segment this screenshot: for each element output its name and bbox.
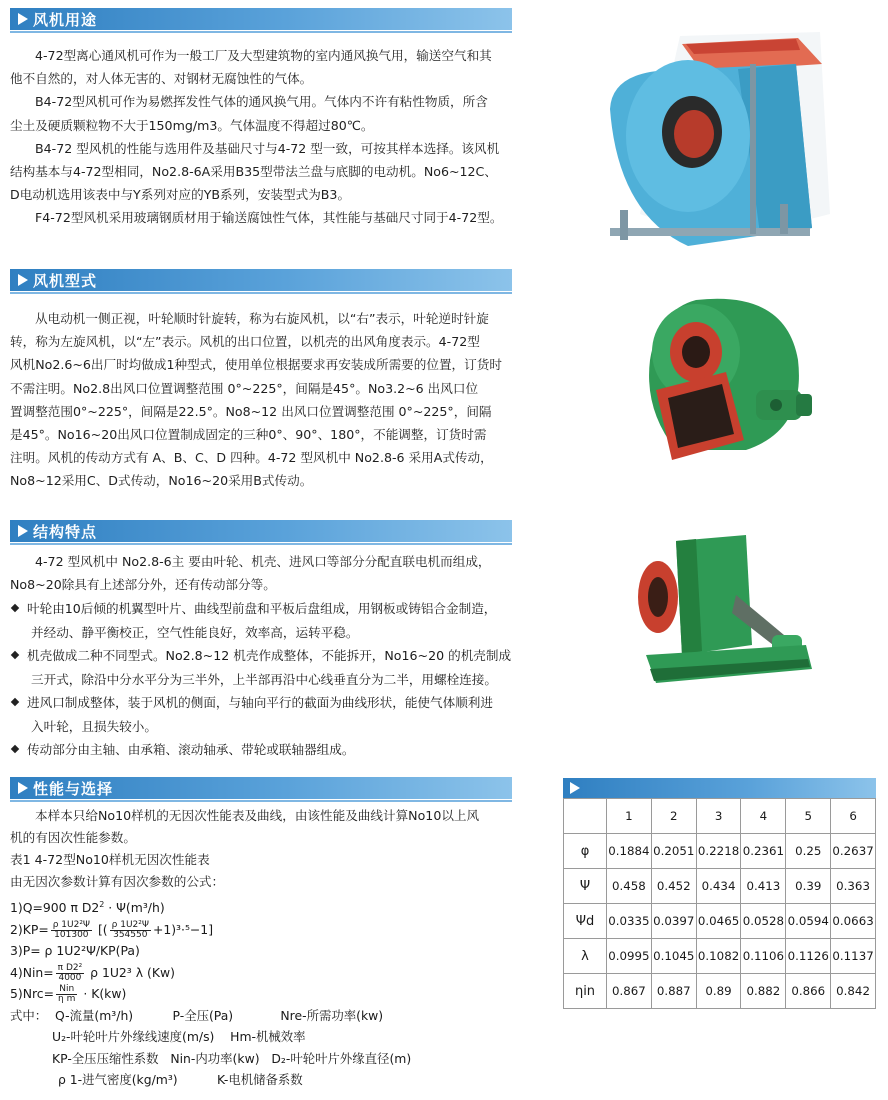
column-header: 3 — [696, 799, 741, 834]
table-cell: 0.882 — [741, 974, 786, 1009]
table-cell: 0.0335 — [607, 904, 652, 939]
table-cell: 0.1884 — [607, 834, 652, 869]
text-line: 4-72型离心通风机可作为一般工厂及大型建筑物的室内通风换气用，输送空气和其 — [35, 48, 492, 63]
formulas — [10, 894, 550, 1091]
arrow-right-icon — [18, 525, 28, 537]
formula-2: 2)KP= $\frac{\text{ρ 1U2²Ψ}}{101300}$ [( $\frac{\text{ρ 1U2²Ψ}}{354550}$ +1)³·⁵−1] — [10, 919, 214, 940]
column-header: 6 — [831, 799, 876, 834]
diamond-bullet-icon — [11, 745, 19, 753]
fan-photo-blue — [600, 14, 850, 254]
table-cell: 0.2051 — [651, 834, 696, 869]
table-cell: 0.363 — [831, 869, 876, 904]
arrow-right-icon — [570, 782, 580, 794]
legend-line: U₂-叶轮叶片外缘线速度(m/s) Hm-机械效率 — [52, 1029, 306, 1045]
row-label: λ — [564, 939, 607, 974]
table-cell: 0.866 — [786, 974, 831, 1009]
section-title: 风机型式 — [33, 272, 98, 290]
type-text — [10, 307, 515, 493]
section-title: 结构特点 — [33, 523, 98, 541]
table-row — [564, 939, 876, 974]
table-row — [564, 834, 876, 869]
text-line: F4-72型风机采用玻璃钢质材用于输送腐蚀性气体，其性能与基础尺寸同于4-72型。 — [35, 210, 503, 226]
table-header-bar — [563, 778, 876, 798]
text-line: No8~20除具有上述部分外，还有传动部分等。 — [10, 577, 276, 593]
diamond-bullet-icon — [11, 604, 19, 612]
table-cell: 0.2637 — [831, 834, 876, 869]
text-line: 传动部分由主轴、由承箱、滚动轴承、带轮或联轴器组成。 — [27, 742, 355, 757]
table-cell: 0.887 — [651, 974, 696, 1009]
section-header-performance — [10, 777, 512, 799]
table-header-row — [564, 799, 876, 834]
table-cell: 0.25 — [786, 834, 831, 869]
diamond-bullet-icon — [11, 698, 19, 706]
table-cell: 0.413 — [741, 869, 786, 904]
text-line: 本样本只给No10样机的无因次性能表及曲线，由该性能及曲线计算No10以上风 — [35, 808, 480, 823]
text-line: 结构基本与4-72型相同，No2.8-6A采用B35型带法兰盘与底脚的电动机。No6~12C、 — [10, 164, 497, 180]
text-line: No8~12采用C、D式传动，No16~20采用B式传动。 — [10, 473, 313, 489]
text-line: 三开式，除沿中分水平分为三半外，上半部再沿中心线垂直分为二半，用螺栓连接。 — [31, 671, 497, 687]
section-header-structure — [10, 520, 512, 542]
text-line: D电动机选用该表中与Y系列对应的YB系列，安装型式为B3。 — [10, 187, 351, 203]
row-label: ηin — [564, 974, 607, 1009]
text-line: 置调整范围0°~225°，间隔是22.5°。No8~12 出风口位置调整范围 0°~225°，间隔 — [10, 403, 492, 419]
text-line: 叶轮由10后倾的机翼型叶片、曲线型前盘和平板后盘组成，用钢板或铸铝合金制造， — [27, 601, 497, 616]
text-line: B4-72 型风机的性能与选用件及基础尺寸与4-72 型一致，可按其样本选择。该风机 — [35, 140, 500, 156]
table-cell: 0.452 — [651, 869, 696, 904]
text-line: 机壳做成二种不同型式。No2.8~12 机壳作成整体，不能拆开，No16~20 的机壳制成 — [27, 648, 512, 663]
diamond-bullet-icon — [11, 651, 19, 659]
table-cell: 0.1082 — [696, 939, 741, 974]
arrow-right-icon — [18, 13, 28, 25]
text-line: 4-72 型风机中 No2.8-6主 要由叶轮、机壳、进风口等部分分配直联电机而组成， — [35, 554, 491, 569]
dimensionless-table — [563, 798, 876, 1009]
section-title: 性能与选择 — [33, 780, 114, 798]
table-cell: 0.2361 — [741, 834, 786, 869]
formula-5: 5)Nrc= $\frac{\text{Nin}}{\text{η m}}$ · K(kw) — [10, 984, 127, 1005]
text-line: 并经动、静平衡校正，空气性能良好，效率高，运转平稳。 — [31, 624, 359, 640]
usage-text — [10, 44, 515, 230]
text-line: 从电动机一侧正视，叶轮顺时针旋转，称为右旋风机，以“右”表示，叶轮逆时针旋 — [35, 311, 489, 326]
legend-line: ρ 1-进气密度(kg/m³) K-电机储备系数 — [58, 1072, 303, 1088]
text-line: 机的有因次性能参数。 — [10, 830, 136, 845]
table-cell: 0.867 — [607, 974, 652, 1009]
section-title: 风机用途 — [33, 11, 98, 29]
text-line: 注明。风机的传动方式有 A、B、C、D 四种。4-72 型风机中 No2.8-6 采用A式传动， — [10, 450, 493, 466]
table-cell: 0.1126 — [786, 939, 831, 974]
structure-bullets — [10, 597, 518, 762]
table-cell: 0.1137 — [831, 939, 876, 974]
legend-line: 式中： Q-流量(m³/h) P-全压(Pa) Nre-所需功率(kw) — [10, 1007, 384, 1023]
text-line: 尘土及硬质颗粒物不大于150mg/m3。气体温度不得超过80℃。 — [10, 117, 374, 133]
text-line: 转，称为左旋风机，以“左”表示。风机的出口位置，以机壳的出风角度表示。4-72型 — [10, 334, 480, 350]
fan-photo-green — [636, 290, 826, 470]
table-cell: 0.0995 — [607, 939, 652, 974]
corner-cell — [564, 799, 607, 834]
text-line: 他不自然的，对人体无害的、对钢材无腐蚀性的气体。 — [10, 71, 313, 87]
performance-table — [563, 778, 876, 1009]
section-header-type — [10, 269, 512, 291]
column-header: 2 — [651, 799, 696, 834]
text-line: 是45°。No16~20出风口位置制成固定的三种0°、90°、180°，不能调整，订货时需 — [10, 427, 487, 443]
structure-intro — [10, 550, 515, 596]
arrow-right-icon — [18, 782, 28, 794]
section-header-usage — [10, 8, 512, 30]
text-line: 不需注明。No2.8出风口位置调整范围 0°~225°，间隔是45°。No3.2~6 出风口位 — [10, 380, 479, 396]
table-cell: 0.39 — [786, 869, 831, 904]
column-header: 5 — [786, 799, 831, 834]
formula-1: 1)Q=900 π $D2^2 \cdot \Psi(m^3/h)$ — [10, 900, 165, 916]
table-cell: 0.1106 — [741, 939, 786, 974]
formula-4: 4)Nin= $\frac{\text{π D2²}}{4000}$ ρ 1U2³ λ (Kw) — [10, 962, 175, 983]
row-label: Ψd — [564, 904, 607, 939]
legend-line: KP-全压压缩性系数 Nin-内功率(kw) D₂-叶轮叶片外缘直径(m) — [52, 1050, 412, 1066]
table-cell: 0.458 — [607, 869, 652, 904]
bullet-item — [10, 738, 518, 762]
bullet-item — [10, 644, 518, 691]
table-cell: 0.0397 — [651, 904, 696, 939]
text-line: 入叶轮，且损失较小。 — [31, 718, 157, 734]
text-line: 风机No2.6~6出厂时均做成1种型式，使用单位根据要求再安装成所需要的位置，订货时 — [10, 357, 502, 373]
table-caption: 表1 4-72型No10样机无因次性能表 — [10, 852, 210, 867]
text-line: 进风口制成整体，装于风机的侧面，与轴向平行的截面为曲线形状，能使气体顺利进 — [27, 695, 493, 710]
table-cell: 0.1045 — [651, 939, 696, 974]
text-line: 由无因次参数计算有因次参数的公式： — [10, 874, 225, 889]
table-cell: 0.0528 — [741, 904, 786, 939]
table-row — [564, 974, 876, 1009]
table-row — [564, 904, 876, 939]
arrow-right-icon — [18, 274, 28, 286]
table-cell: 0.0663 — [831, 904, 876, 939]
table-cell: 0.434 — [696, 869, 741, 904]
table-cell: 0.2218 — [696, 834, 741, 869]
fan-photo-belt-driven — [636, 535, 816, 690]
row-label: φ — [564, 834, 607, 869]
row-label: Ψ — [564, 869, 607, 904]
performance-text — [10, 805, 515, 893]
text-line: B4-72型风机可作为易燃挥发性气体的通风换气用。气体内不许有粘性物质，所含 — [35, 94, 488, 110]
table-cell: 0.89 — [696, 974, 741, 1009]
table-cell: 0.0594 — [786, 904, 831, 939]
table-cell: 0.0465 — [696, 904, 741, 939]
column-header: 1 — [607, 799, 652, 834]
bullet-item — [10, 597, 518, 644]
table-row — [564, 869, 876, 904]
formula-3: 3)P= ρ 1U2²Ψ/KP(Pa) — [10, 943, 140, 959]
column-header: 4 — [741, 799, 786, 834]
bullet-item — [10, 691, 518, 738]
table-cell: 0.842 — [831, 974, 876, 1009]
